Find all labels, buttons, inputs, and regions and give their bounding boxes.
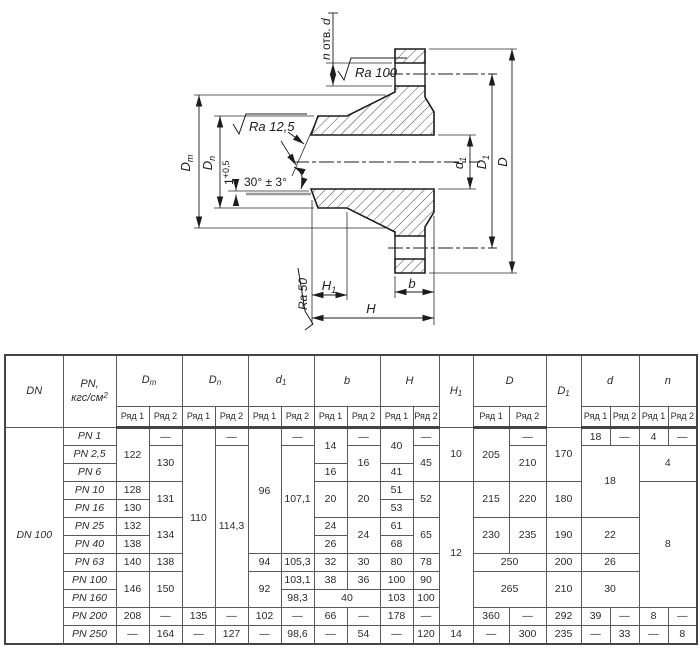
table-cell: PN 250 (63, 626, 116, 644)
table-cell: PN 6 (63, 464, 116, 482)
dim-label-dm: $D_m$ (178, 154, 195, 172)
table-cell: 360 (473, 608, 509, 626)
table-row (5, 518, 697, 536)
column-header: Ряд 2 (149, 407, 182, 428)
table-cell: — (116, 626, 149, 644)
table-cell: 36 (347, 572, 380, 590)
table-cell: 114,3 (215, 446, 248, 608)
table-cell: 51 (380, 482, 413, 500)
table-cell: 128 (116, 482, 149, 500)
table-cell: 235 (509, 518, 546, 554)
table-cell: 150 (149, 572, 182, 608)
table-cell: 135 (182, 608, 215, 626)
table-cell: 131 (149, 482, 182, 518)
table-cell: PN 100 (63, 572, 116, 590)
table-body (5, 428, 697, 644)
table-cell: — (668, 428, 697, 446)
ra-top-label: Ra 100 (355, 65, 397, 80)
table-cell: 107,1 (281, 446, 314, 554)
column-header: Ряд 1 (248, 407, 281, 428)
table-row (5, 608, 697, 626)
table-cell: 40 (314, 590, 380, 608)
table-cell: 53 (380, 500, 413, 518)
table-cell: DN 100 (5, 428, 63, 644)
table-cell: 16 (347, 446, 380, 482)
table-cell: 292 (546, 608, 581, 626)
table-cell: 26 (581, 554, 639, 572)
dim-label-H: H (366, 301, 376, 316)
table-cell: 170 (546, 428, 581, 482)
table-cell: 110 (182, 428, 215, 608)
table-cell: 61 (380, 518, 413, 536)
column-header: Ряд 1 (314, 407, 347, 428)
table-cell: 102 (248, 608, 281, 626)
column-header: Ряд 2 (610, 407, 639, 428)
column-header: D (473, 355, 546, 407)
table-cell: 18 (581, 446, 639, 518)
table-cell: 230 (473, 518, 509, 554)
table-cell: — (314, 626, 347, 644)
table-cell: — (509, 428, 546, 446)
table-cell: 130 (149, 446, 182, 482)
table-cell: 10 (439, 428, 473, 482)
table-cell: 132 (116, 518, 149, 536)
dimension-table-section (0, 352, 700, 645)
table-cell: 20 (347, 482, 380, 518)
table-cell: 130 (116, 500, 149, 518)
table-cell: 94 (248, 554, 281, 572)
table-cell: 122 (116, 428, 149, 482)
table-cell: PN 16 (63, 500, 116, 518)
table-cell: 68 (380, 536, 413, 554)
table-cell: 32 (314, 554, 347, 572)
dim-label-dn: $D_n$ (200, 155, 217, 171)
table-cell: PN 63 (63, 554, 116, 572)
table-cell: — (281, 428, 314, 446)
table-cell: 24 (347, 518, 380, 554)
column-header: Ряд 1 (182, 407, 215, 428)
table-cell: 120 (413, 626, 439, 644)
table-cell: 235 (546, 626, 581, 644)
table-cell: 30 (581, 572, 639, 608)
dim-label-H1: $H_1$ (321, 278, 337, 295)
table-cell: — (149, 428, 182, 446)
column-header: $d_1$ (248, 355, 314, 407)
table-cell: 65 (413, 518, 439, 554)
table-cell: — (668, 608, 697, 626)
column-header: $H_1$ (439, 355, 473, 428)
table-cell: 92 (248, 572, 281, 608)
table-cell: 180 (546, 482, 581, 518)
table-cell: 12 (439, 482, 473, 626)
table-cell: 265 (473, 572, 546, 608)
ra-bottom-label: Ra 50 (296, 277, 310, 310)
table-cell: PN 2,5 (63, 446, 116, 464)
column-header: Ряд 2 (215, 407, 248, 428)
table-cell: — (610, 608, 639, 626)
table-cell: — (639, 626, 668, 644)
table-cell: 8 (668, 626, 697, 644)
table-cell: PN 10 (63, 482, 116, 500)
table-cell: 80 (380, 554, 413, 572)
column-header: Ряд 2 (668, 407, 697, 428)
column-header: Ряд 1 (581, 407, 610, 428)
ra-mid-leader-2 (281, 141, 296, 165)
table-cell: 90 (413, 572, 439, 590)
flange-rim-upper-section (395, 49, 425, 63)
table-row (5, 428, 697, 446)
table-cell: 103,1 (281, 572, 314, 590)
table-cell: 138 (116, 536, 149, 554)
table-cell: — (248, 626, 281, 644)
table-cell: 215 (473, 482, 509, 518)
angle-arc (294, 167, 302, 189)
table-header (5, 355, 697, 428)
column-header: PN, кгс/$см^2$ (63, 355, 116, 428)
table-cell: 20 (314, 482, 347, 518)
table-cell: 4 (639, 446, 697, 482)
table-cell: PN 40 (63, 536, 116, 554)
table-cell: 8 (639, 482, 697, 608)
flange-rim-lower-section (395, 259, 425, 273)
table-cell: — (473, 626, 509, 644)
extension-lines (194, 49, 517, 325)
table-cell: — (581, 626, 610, 644)
dim-label-b: b (408, 276, 416, 291)
table-cell: 205 (473, 428, 509, 482)
table-cell: 24 (314, 518, 347, 536)
dim-label-d1: $d_1$ (451, 156, 468, 170)
table-cell: 40 (380, 428, 413, 464)
table-cell: 26 (314, 536, 347, 554)
table-cell: 98,6 (281, 626, 314, 644)
column-header: $D_m$ (116, 355, 182, 407)
table-cell: 146 (116, 572, 149, 608)
column-header: Ряд 2 (413, 407, 439, 428)
table-cell: 22 (581, 518, 639, 554)
flange-cross-section (311, 49, 434, 273)
column-header: $D_1$ (546, 355, 581, 428)
dim-label-D1: $D_1$ (474, 154, 491, 170)
table-cell: — (380, 626, 413, 644)
table-cell: — (413, 608, 439, 626)
column-header: b (314, 355, 380, 407)
table-cell: — (413, 428, 439, 446)
table-cell: 8 (639, 608, 668, 626)
column-header: H (380, 355, 439, 407)
table-cell: 100 (413, 590, 439, 608)
table-cell: — (215, 608, 248, 626)
table-cell: PN 200 (63, 608, 116, 626)
table-cell: 190 (546, 518, 581, 554)
flange-body-lower-section (311, 189, 434, 236)
land-dimension-label: $1^{+0,5}$ (221, 160, 236, 185)
hole-count-label: n отв. d (319, 18, 333, 60)
table-cell: 164 (149, 626, 182, 644)
table-cell: 105,3 (281, 554, 314, 572)
table-cell: 250 (473, 554, 546, 572)
table-cell: 14 (439, 626, 473, 644)
table-row (5, 626, 697, 644)
table-cell: 103 (380, 590, 413, 608)
table-cell: 39 (581, 608, 610, 626)
table-cell: 66 (314, 608, 347, 626)
table-row (5, 554, 697, 572)
table-cell: 210 (509, 446, 546, 482)
column-header: Ряд 2 (281, 407, 314, 428)
table-row (5, 446, 697, 464)
table-cell: 178 (380, 608, 413, 626)
table-cell: PN 1 (63, 428, 116, 446)
table-cell: 14 (314, 428, 347, 464)
table-cell: 30 (347, 554, 380, 572)
table-cell: 300 (509, 626, 546, 644)
table-cell: 100 (380, 572, 413, 590)
column-header: $D_n$ (182, 355, 248, 407)
table-cell: 134 (149, 518, 182, 554)
table-cell: — (347, 608, 380, 626)
column-header: DN (5, 355, 63, 428)
table-cell: 38 (314, 572, 347, 590)
table-cell: 138 (149, 554, 182, 572)
table-cell: 200 (546, 554, 581, 572)
column-header: Ряд 1 (380, 407, 413, 428)
table-cell: 210 (546, 572, 581, 608)
flange-dimensions-table (4, 354, 698, 645)
bevel-angle-label: 30° ± 3° (244, 175, 287, 189)
table-cell: 52 (413, 482, 439, 518)
table-cell: 33 (610, 626, 639, 644)
dim-label-D: D (495, 157, 510, 167)
table-cell: 4 (639, 428, 668, 446)
table-cell: 41 (380, 464, 413, 482)
table-cell: — (182, 626, 215, 644)
table-cell: PN 25 (63, 518, 116, 536)
table-cell: 18 (581, 428, 610, 446)
table-cell: — (281, 608, 314, 626)
table-cell: — (509, 608, 546, 626)
table-cell: 96 (248, 428, 281, 554)
table-cell: — (149, 608, 182, 626)
flange-body-upper-section (311, 86, 434, 135)
table-cell: 127 (215, 626, 248, 644)
ra-mid-label: Ra 12,5 (249, 119, 295, 134)
table-cell: PN 160 (63, 590, 116, 608)
table-cell: 16 (314, 464, 347, 482)
table-cell: 220 (509, 482, 546, 518)
column-header: n (639, 355, 697, 407)
table-cell: 78 (413, 554, 439, 572)
column-header: Ряд 2 (347, 407, 380, 428)
table-cell: 208 (116, 608, 149, 626)
column-header: Ряд 1 (473, 407, 509, 428)
table-cell: 45 (413, 446, 439, 482)
table-row (5, 572, 697, 590)
table-cell: 140 (116, 554, 149, 572)
header-row (5, 355, 697, 407)
column-header: d (581, 355, 639, 407)
column-header: Ряд 1 (116, 407, 149, 428)
table-cell: — (215, 428, 248, 446)
column-header: Ряд 2 (509, 407, 546, 428)
table-cell: — (610, 428, 639, 446)
table-cell: — (347, 428, 380, 446)
table-cell: 98,3 (281, 590, 314, 608)
table-cell: 54 (347, 626, 380, 644)
column-header: Ряд 1 (639, 407, 668, 428)
